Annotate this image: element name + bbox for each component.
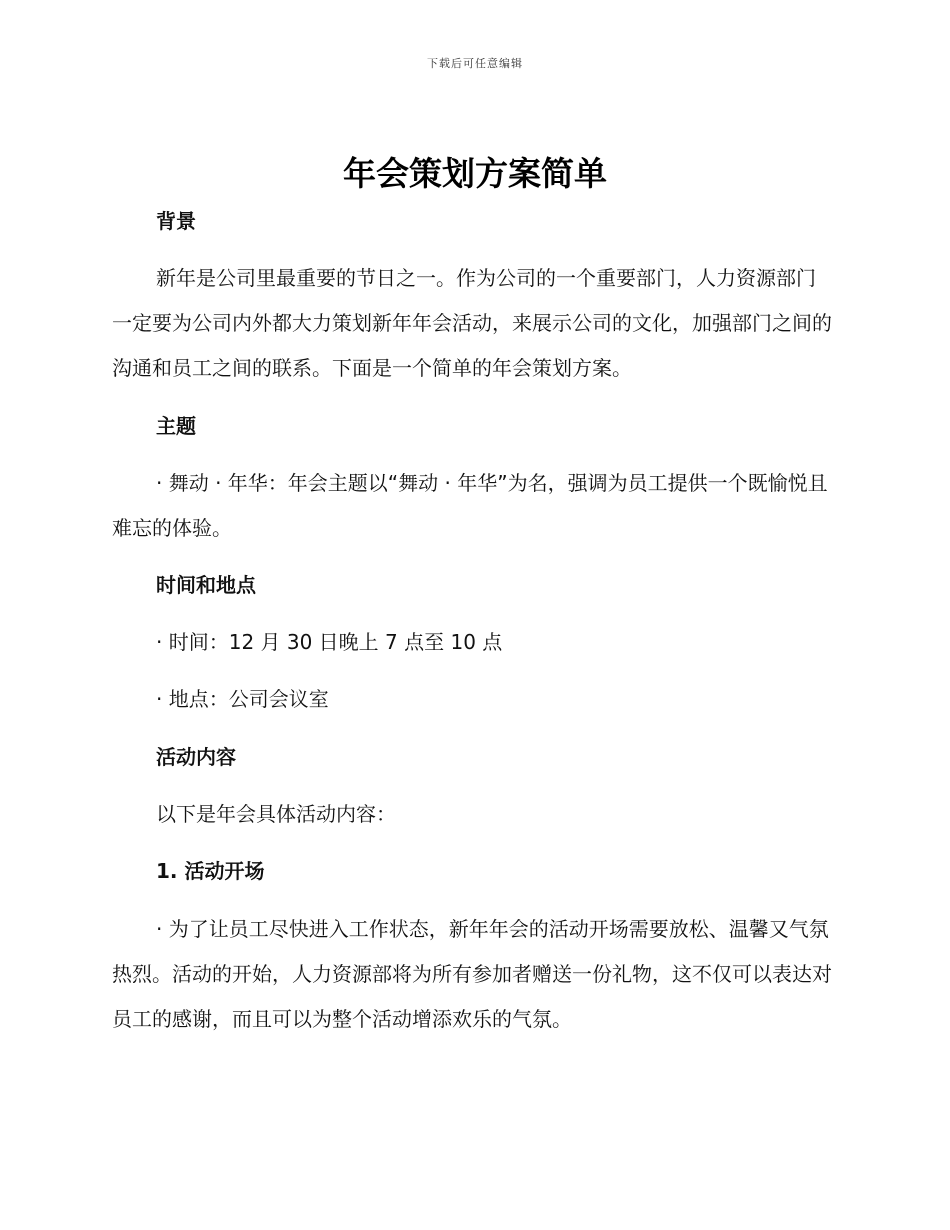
section-heading-background: 背景	[156, 209, 196, 233]
section-heading-theme: 主题	[156, 414, 196, 438]
time-bullet: · 时间：12 月 30 日晚上 7 点至 10 点	[156, 630, 503, 654]
section-heading-time-place: 时间和地点	[156, 573, 256, 597]
activity-opening-bullet: · 为了让员工尽快进入工作状态，新年年会的活动开场需要放松、温馨又气氛热烈。活动的开始，人力资源部将为所有参加者赠送一份礼物，这不仅可以表达对员工的感谢，而且可以为整个活动增添欢乐的气氛。	[112, 917, 832, 1031]
place-bullet: · 地点：公司会议室	[156, 687, 329, 711]
background-paragraph: 新年是公司里最重要的节日之一。作为公司的一个重要部门，人力资源部门一定要为公司内外都大力策划新年年会活动，来展示公司的文化，加强部门之间的沟通和员工之间的联系。下面是一个简单的年会策划方案。	[112, 266, 832, 380]
activities-intro: 以下是年会具体活动内容：	[156, 802, 396, 826]
page-title: 年会策划方案简单	[343, 154, 607, 193]
section-heading-activities: 活动内容	[156, 745, 236, 769]
page-header-note: 下载后可任意编辑	[427, 57, 523, 70]
theme-bullet: · 舞动 · 年华：年会主题以“舞动 · 年华”为名，强调为员工提供一个既愉悦且难忘的体验。	[112, 471, 828, 540]
subheading-activity-opening: 1. 活动开场	[156, 859, 265, 883]
